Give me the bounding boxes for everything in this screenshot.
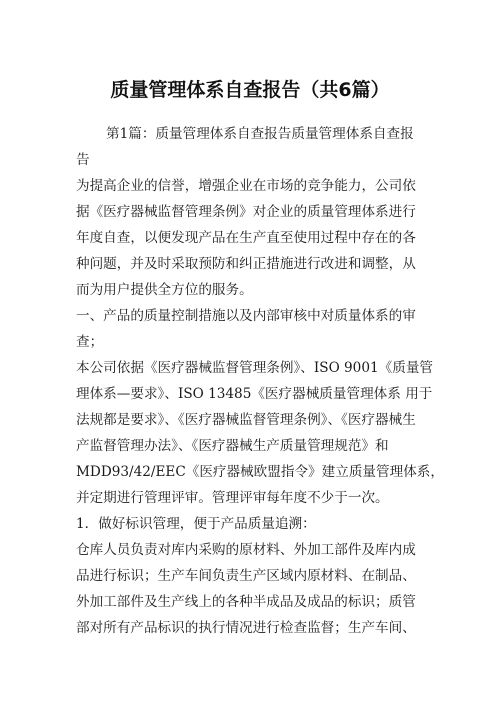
paragraph-line: 并定期进行管理评审。管理评审每年度不少于一次。 — [76, 490, 389, 506]
paragraph-line: 品进行标识；生产车间负责生产区域内原材料、在制品、 — [76, 568, 416, 584]
paragraph-line: 理体系—要求》、ISO 13485《医疗器械质量管理体系 用于 — [76, 386, 433, 402]
paragraph-line: 为提高企业的信誉，增强企业在市场的竞争能力，公司依 — [76, 178, 416, 194]
paragraph-line: 第1篇：质量管理体系自查报告质量管理体系自查报 — [106, 126, 414, 142]
paragraph-line: 而为用户提供全方位的服务。 — [76, 282, 253, 298]
paragraph-line: 外加工部件及生产线上的各种半成品及成品的标识；质管 — [76, 594, 416, 610]
section-heading-line: 查； — [76, 334, 104, 350]
paragraph-line: 部对所有产品标识的执行情况进行检查监督；生产车间、 — [76, 620, 416, 636]
paragraph-line: 种问题，并及时采取预防和纠正措施进行改进和调整，从 — [76, 256, 416, 272]
section-heading-line: 一、产品的质量控制措施以及内部审核中对质量体系的审 — [76, 308, 416, 324]
document-title: 质量管理体系自查报告（共6篇） — [110, 79, 390, 101]
paragraph-line: 告 — [76, 152, 90, 168]
paragraph-line: MDD93/42/EEC《医疗器械欧盟指令》建立质量管理体系， — [76, 464, 444, 480]
subsection-heading-line: 1．做好标识管理，便于产品质量追溯： — [76, 516, 316, 532]
paragraph-line: 仓库人员负责对库内采购的原材料、外加工部件及库内成 — [76, 542, 416, 558]
paragraph-line: 年度自查，以便发现产品在生产直至使用过程中存在的各 — [76, 230, 416, 246]
paragraph-line: 产监督管理办法》、《医疗器械生产质量管理规范》和 — [76, 438, 389, 454]
paragraph-line: 法规都是要求》、《医疗器械监督管理条例》、《医疗器械生 — [76, 412, 416, 428]
paragraph-line: 据《医疗器械监督管理条例》对企业的质量管理体系进行 — [76, 204, 416, 220]
paragraph-line: 本公司依据《医疗器械监督管理条例》、ISO 9001《质量管 — [76, 360, 434, 376]
